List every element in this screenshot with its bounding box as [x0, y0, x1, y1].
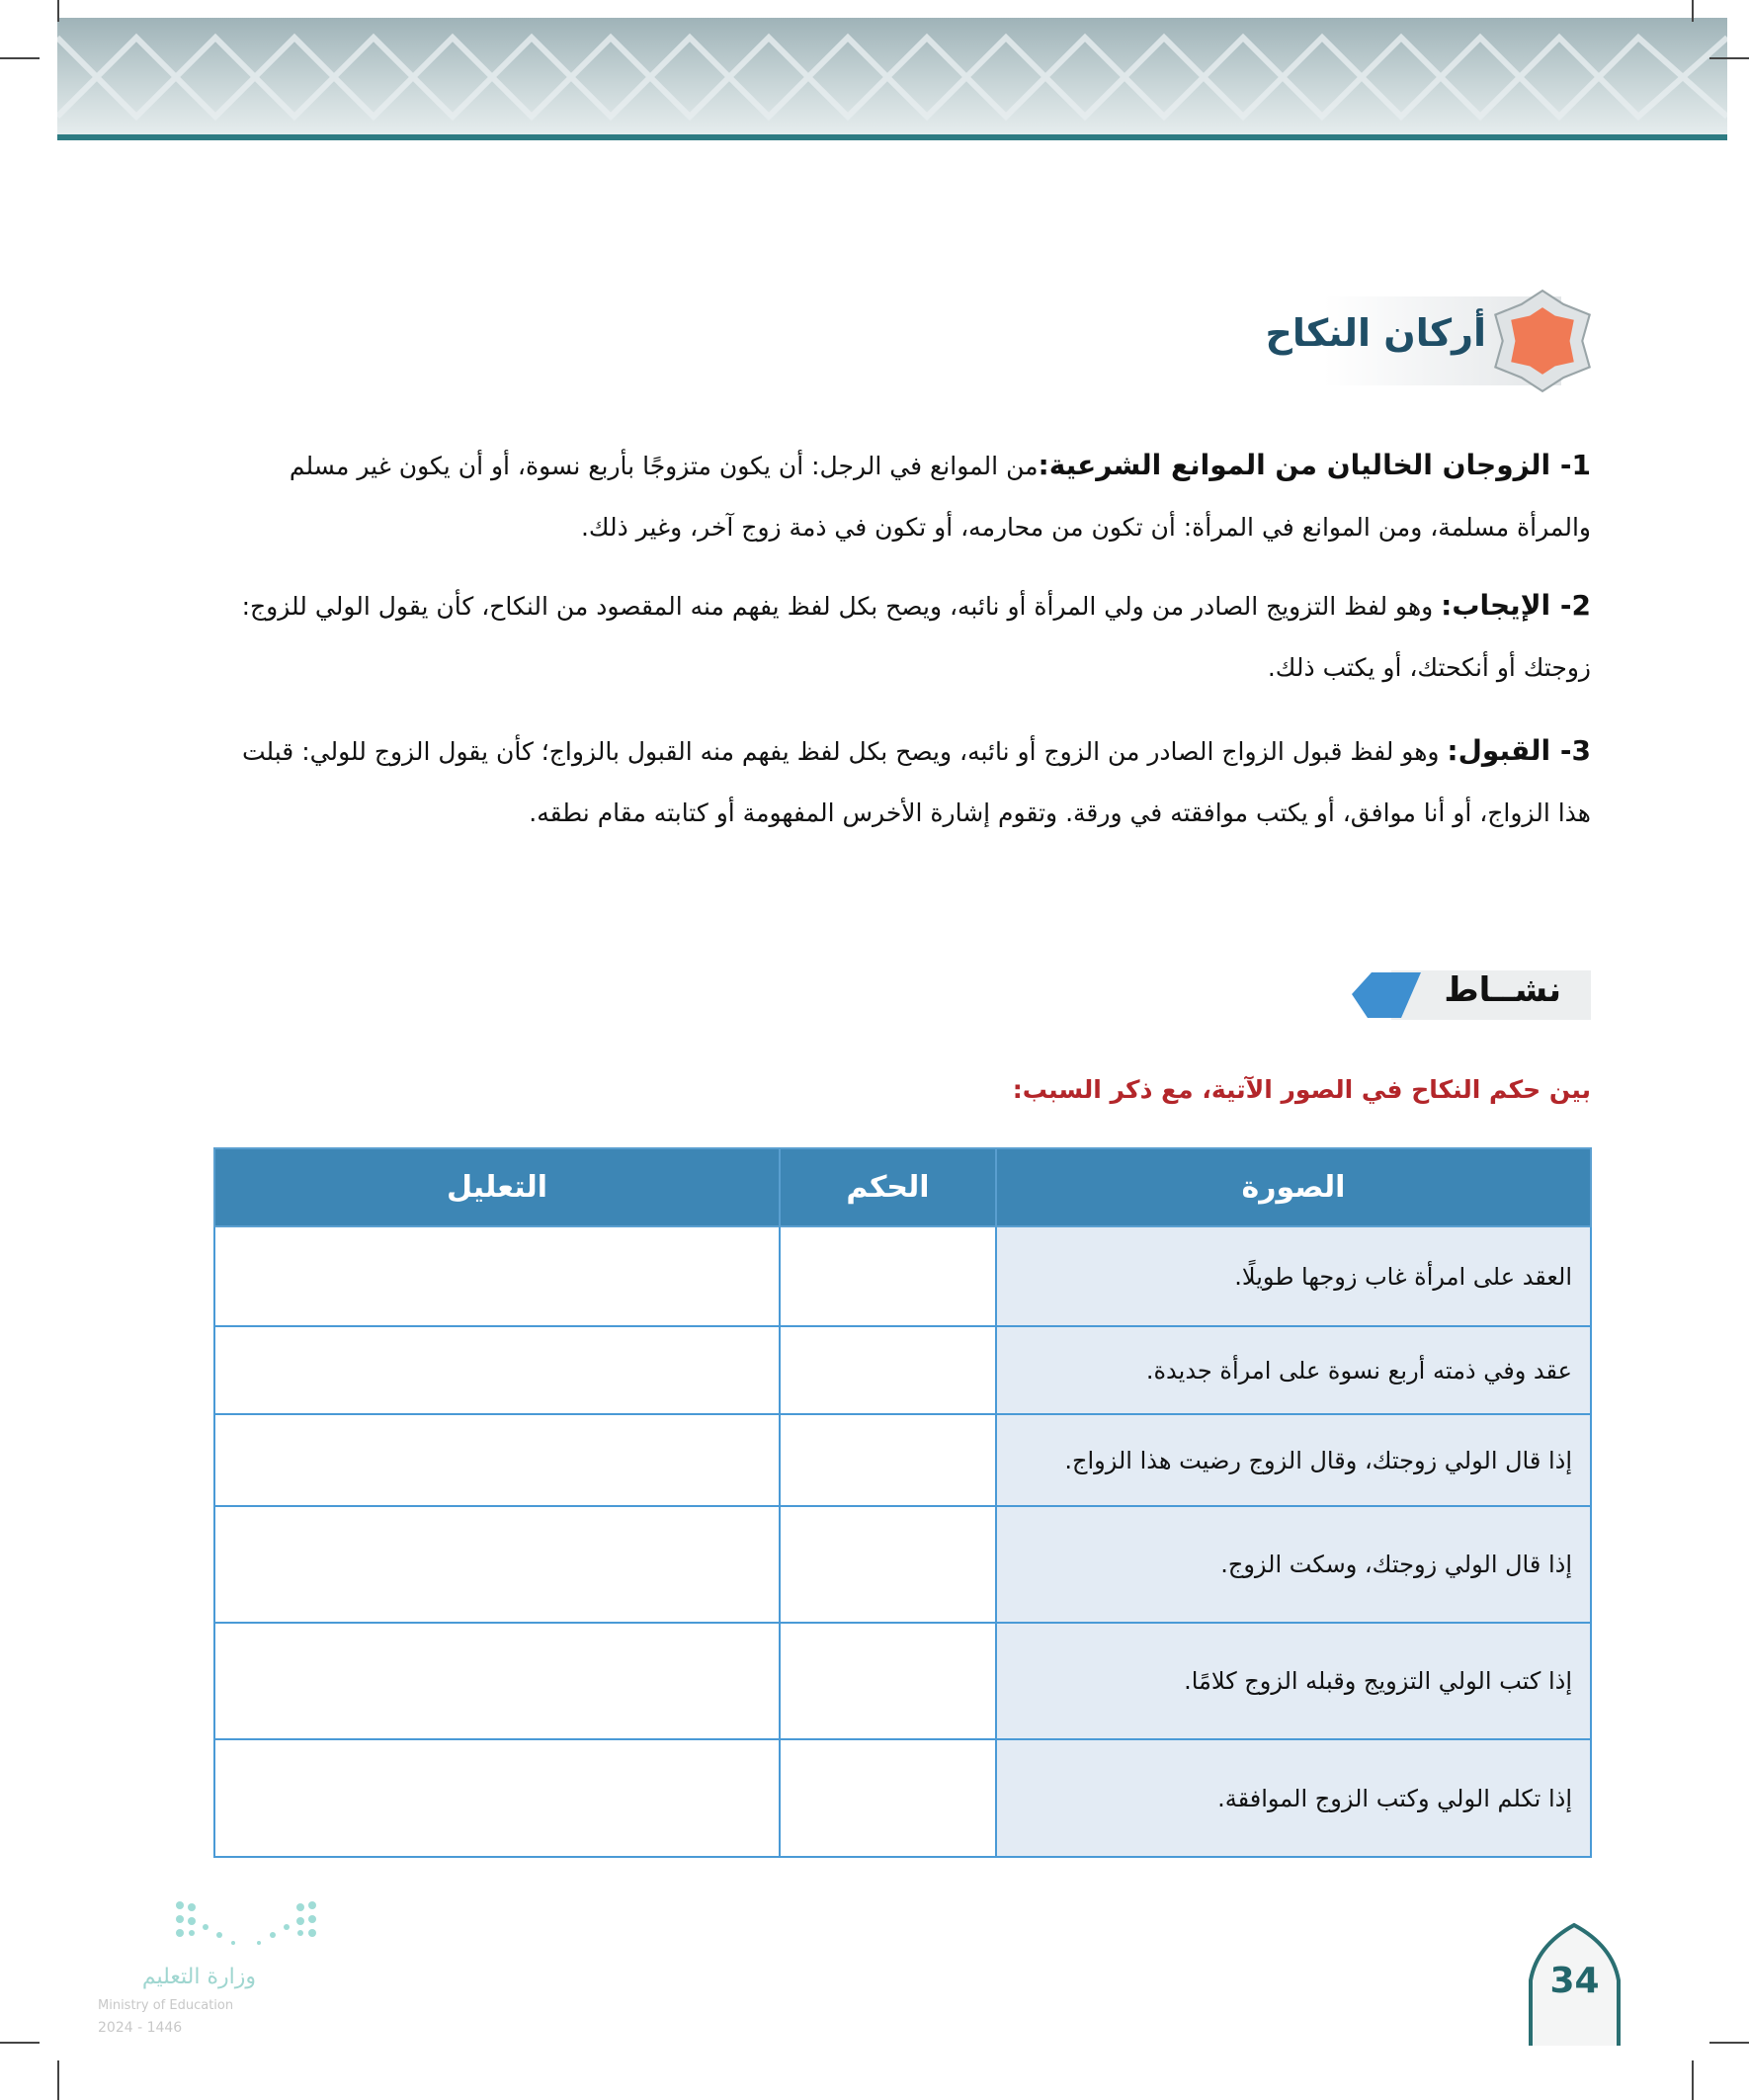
item-label: 3- القبول:	[1447, 734, 1591, 767]
ministry-name-ar: وزارة التعليم	[141, 1965, 256, 1989]
case-cell: إذا قال الولي زوجتك، وسكت الزوج.	[996, 1506, 1591, 1623]
crop-mark	[0, 2042, 40, 2044]
crop-mark	[1709, 2042, 1749, 2044]
ruling-cell[interactable]	[780, 1739, 996, 1857]
list-item	[212, 435, 1591, 558]
table-row	[214, 1506, 1591, 1623]
ministry-name-en: Ministry of Education	[98, 1998, 234, 2013]
case-cell: عقد وفي ذمته أربع نسوة على امرأة جديدة.	[996, 1326, 1591, 1414]
item-text: وهو لفظ التزويج الصادر من ولي المرأة أو نائبه، ويصح بكل لفظ يفهم منه المقصود من النكاح، كأن يقول الولي للزوج: زوجتك أو أنكحتك، أو يكتب ذلك.	[241, 592, 1591, 682]
table-row	[214, 1226, 1591, 1326]
list-item	[212, 575, 1591, 699]
activity-instruction: بين حكم النكاح في الصور الآتية، مع ذكر السبب:	[1012, 1075, 1591, 1104]
item-label: 2- الإيجاب:	[1441, 589, 1591, 622]
reason-cell[interactable]	[214, 1326, 780, 1414]
ministry-logo	[98, 1897, 335, 2046]
section-title: أركان النكاح	[1265, 311, 1486, 355]
crop-mark	[0, 57, 40, 59]
reason-cell[interactable]	[214, 1226, 780, 1326]
table-row	[214, 1414, 1591, 1506]
reason-cell[interactable]	[214, 1414, 780, 1506]
crop-mark	[1692, 2060, 1694, 2100]
header-cell: التعليل	[214, 1148, 780, 1226]
case-cell: إذا كتب الولي التزويج وقبله الزوج كلامًا.	[996, 1623, 1591, 1739]
crop-mark	[57, 0, 59, 22]
case-cell: إذا تكلم الولي وكتب الزوج الموافقة.	[996, 1739, 1591, 1857]
activity-banner	[1332, 966, 1591, 1025]
ruling-cell[interactable]	[780, 1326, 996, 1414]
item-text: وهو لفظ قبول الزواج الصادر من الزوج أو نائبه، ويصح بكل لفظ يفهم منه القبول بالزواج؛ كأن يقول الزوج للولي: قبلت هذا الزواج، أو أنا موافق، أو يكتب موافقته في ورقة. وتقوم إشارة الأخرس المفهومة أو كتابته مقام نطقه.	[241, 737, 1591, 827]
edition-year: 2024 - 1446	[98, 2020, 183, 2036]
ruling-cell[interactable]	[780, 1414, 996, 1506]
table-row	[214, 1623, 1591, 1739]
ruling-cell[interactable]	[780, 1506, 996, 1623]
banner-underline	[57, 134, 1727, 140]
reason-cell[interactable]	[214, 1506, 780, 1623]
crop-mark	[57, 2060, 59, 2100]
activity-label: نشــاط	[1444, 970, 1561, 1010]
reason-cell[interactable]	[214, 1623, 780, 1739]
ruling-cell[interactable]	[780, 1226, 996, 1326]
ministry-logo-icon	[172, 1897, 320, 1952]
page-number-badge	[1527, 1921, 1623, 2046]
crop-mark	[1709, 57, 1749, 59]
item-text: من الموانع في الرجل: أن يكون متزوجًا بأربع نسوة، أو أن يكون غير مسلم والمرأة مسلمة، ومن الموانع في المرأة: أن تكون من محارمه، أو تكون في ذمة زوج آخر، وغير ذلك.	[289, 452, 1591, 542]
activity-table	[213, 1147, 1592, 1858]
decorative-header-banner	[57, 18, 1727, 140]
reason-cell[interactable]	[214, 1739, 780, 1857]
ruling-cell[interactable]	[780, 1623, 996, 1739]
list-item	[212, 720, 1591, 844]
header-cell: الصورة	[996, 1148, 1591, 1226]
table-row	[214, 1326, 1591, 1414]
header-cell: الحكم	[780, 1148, 996, 1226]
page-number: 34	[1549, 1961, 1600, 2001]
item-label: 1- الزوجان الخاليان من الموانع الشرعية:	[1038, 449, 1591, 481]
table-header-row	[214, 1148, 1591, 1226]
crop-mark	[1692, 0, 1694, 22]
table-row	[214, 1739, 1591, 1857]
case-cell: إذا قال الولي زوجتك، وقال الزوج رضيت هذا الزواج.	[996, 1414, 1591, 1506]
octagon-badge-icon	[1490, 289, 1595, 393]
case-cell: العقد على امرأة غاب زوجها طويلًا.	[996, 1226, 1591, 1326]
